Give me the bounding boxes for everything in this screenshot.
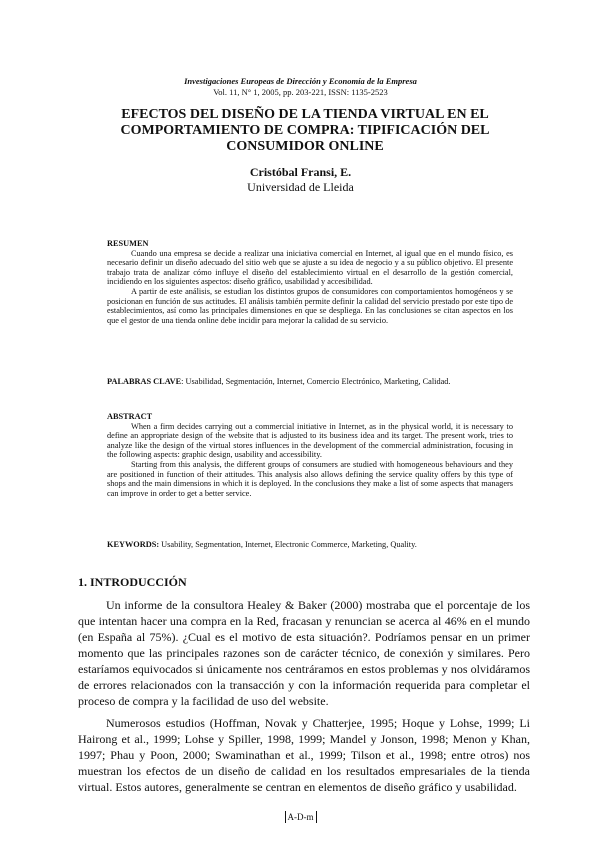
paper-title: EFECTOS DEL DISEÑO DE LA TIENDA VIRTUAL EN EL COMPORTAMIENTO DE COMPRA: TIPIFICACIÓN DEL CONSUMIDOR ONLINE	[120, 107, 490, 154]
abstract-heading: ABSTRACT	[107, 412, 153, 421]
footer-logo	[0, 807, 601, 825]
journal-info: Vol. 11, N° 1, 2005, pp. 203-221, ISSN: 1135-2523	[213, 87, 388, 97]
body-paragraph-2: Numerosos estudios (Hoffman, Novak y Chatterjee, 1995; Hoque y Lohse, 1999; Li Hairong et al., 1999; Lohse y Spiller, 1998, 1999; Mandel y Jonson, 1998; Menon y Khan, 1997; Phau y Poon, 2000; Swaminathan et al., 1999; Tilson et al., 1998; entre otros) nos muestran los efectos de un diseño de calidad en los resultados empresariales de la tienda virtual. Estos autores, generalmente se centran en elementos de diseño gráfico y usabilidad.	[78, 716, 530, 794]
journal-name: Investigaciones Europeas de Dirección y Economía de la Empresa	[184, 76, 417, 86]
abstract-section	[107, 412, 513, 498]
abstract-paragraph-1: When a firm decides carrying out a commercial initiative in Internet, as in the physical world, it is necessary to define an appropriate design of the website that is adjusted to its business idea and its target. The present work, tries to analyze like the design of the virtual stores influences in the development of the commercial administration, focusing in the following aspects: graphic design, usability and accessibility.	[107, 421, 513, 460]
resumen-heading: RESUMEN	[107, 239, 149, 248]
keywords: KEYWORDS: Usability, Segmentation, Internet, Electronic Commerce, Marketing, Quality.	[107, 540, 417, 549]
section-title: 1. INTRODUCCIÓN	[78, 575, 187, 589]
author-affiliation: Universidad de Lleida	[247, 180, 354, 194]
resumen-paragraph-1: Cuando una empresa se decide a realizar una iniciativa comercial en Internet, al igual que en el mundo físico, es necesario definir un diseño adecuado del sitio web que se ajuste a su idea de negocio y a su público objetivo. El presente trabajo trata de analizar cómo influye el diseño del establecimiento virtual en el desarrollo de la gestión comercial, incidiendo en los siguientes aspectos: diseño gráfico, usabilidad y accesibilidad.	[107, 248, 513, 287]
body-paragraph-1: Un informe de la consultora Healey & Baker (2000) mostraba que el porcentaje de los que intentan hacer una compra en la Red, fracasan y renuncian se acerca al 46% en el mundo (en España al 75%). ¿Cual es el motivo de esta situación?. Podríamos pensar en un primer momento que las principales razones son de carácter técnico, de conexión y similares. Pero estaríamos equivocados si únicamente nos centráramos en estos problemas y nos olvidáramos de errores relacionados con la transacción y con la información requerida para completar el proceso de compra y la facilidad de uso del website.	[78, 598, 530, 708]
author-name: Cristóbal Fransi, E.	[249, 165, 352, 179]
palabras-clave: PALABRAS CLAVE: Usabilidad, Segmentación, Internet, Comercio Electrónico, Marketing, Calidad.	[107, 377, 451, 386]
resumen-paragraph-2: A partir de este análisis, se estudian los distintos grupos de consumidores con comportamientos homogéneos y se posicionan en función de sus actitudes. El análisis también permite definir la calidad del servicio prestado por este tipo de establecimientos, así como las principales dimensiones en que se despliega. En las conclusiones se citan aspectos en los que el gestor de una tienda online debe incidir para mejorar la calidad de su servicio.	[107, 286, 513, 325]
journal-logo: A-D-m	[285, 811, 317, 823]
resumen-section	[107, 239, 513, 325]
abstract-paragraph-2: Starting from this analysis, the different groups of consumers are studied with homogeneous behaviours and they are positioned in function of their attitudes. This analysis also allows defining the service quality offers by this type of shops and the main dimensions in which it is deployed. In the conclusions they make a list of some aspects that managers can improve in order to get a better service.	[107, 459, 513, 498]
